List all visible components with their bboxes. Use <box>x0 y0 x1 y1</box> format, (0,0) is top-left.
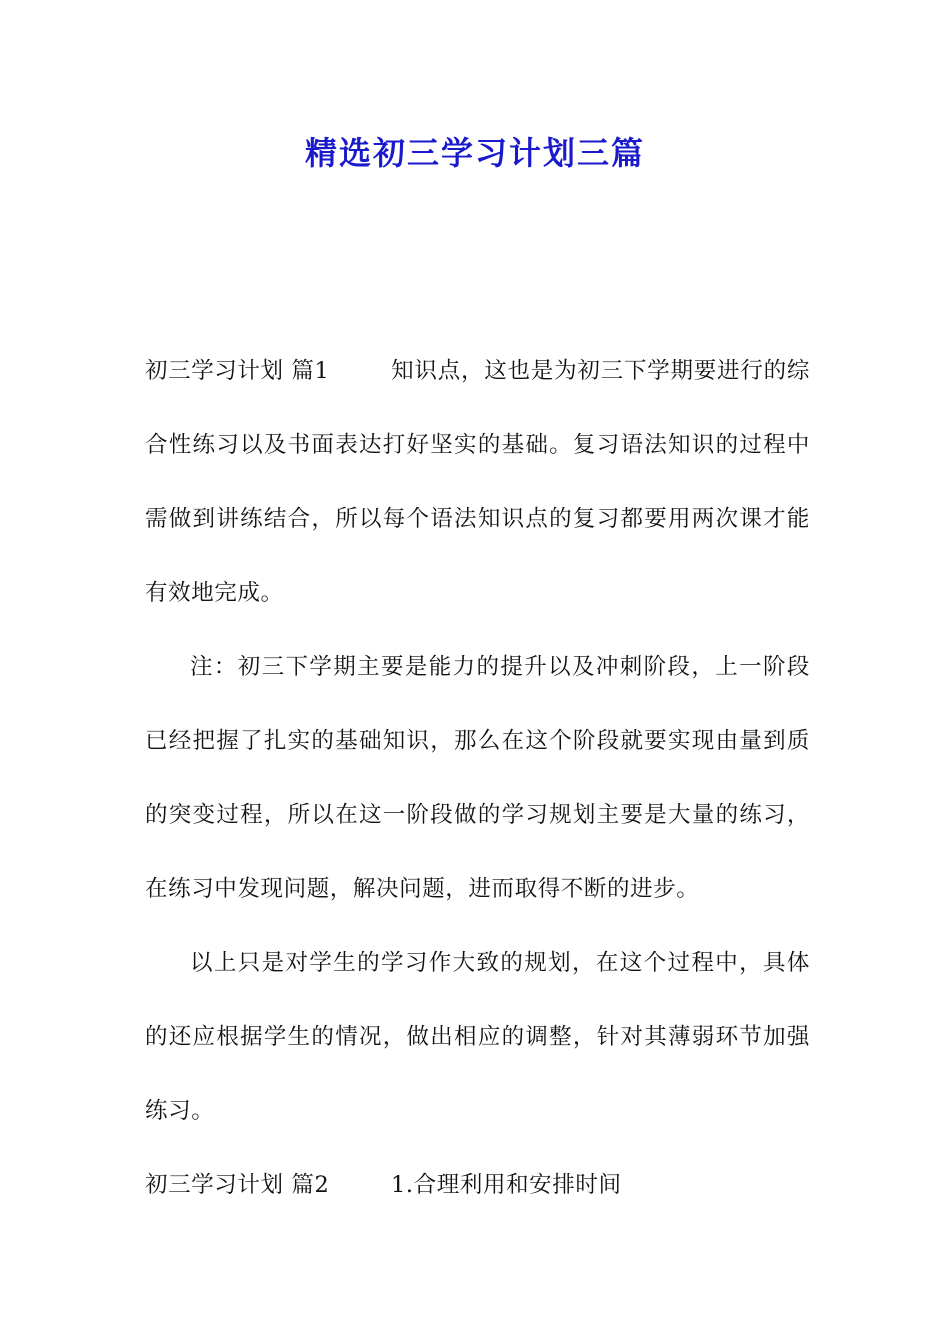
section-2-heading: 初三学习计划 篇2 <box>145 1172 330 1198</box>
section-1-paragraph <box>145 334 810 630</box>
note-paragraph: 注：初三下学期主要是能力的提升以及冲刺阶段，上一阶段已经把握了扎实的基础知识，那么在这个阶段就要实现由量到质的突变过程，所以在这一阶段做的学习规划主要是大量的练习，在练习中发现问题，解决问题，进而取得不断的进步。 <box>145 654 810 902</box>
section-1-lead-text: 知识点，这也是为初三下学期要进行的综合性练习以及书面表达打好坚实的基础。复习语法知识的过程中需做到讲练结合，所以每个语法知识点的复习都要用两次课才能有效地完成。 <box>145 358 810 606</box>
document-title: 精选初三学习计划三篇 <box>304 134 645 172</box>
document-body <box>145 334 810 1222</box>
section-2-lead-text: 1.合理利用和安排时间 <box>391 1172 622 1198</box>
section-2-paragraph <box>145 1148 810 1222</box>
section-1-heading: 初三学习计划 篇1 <box>145 358 330 384</box>
summary-paragraph: 以上只是对学生的学习作大致的规划，在这个过程中，具体的还应根据学生的情况，做出相应的调整，针对其薄弱环节加强练习。 <box>145 950 810 1124</box>
